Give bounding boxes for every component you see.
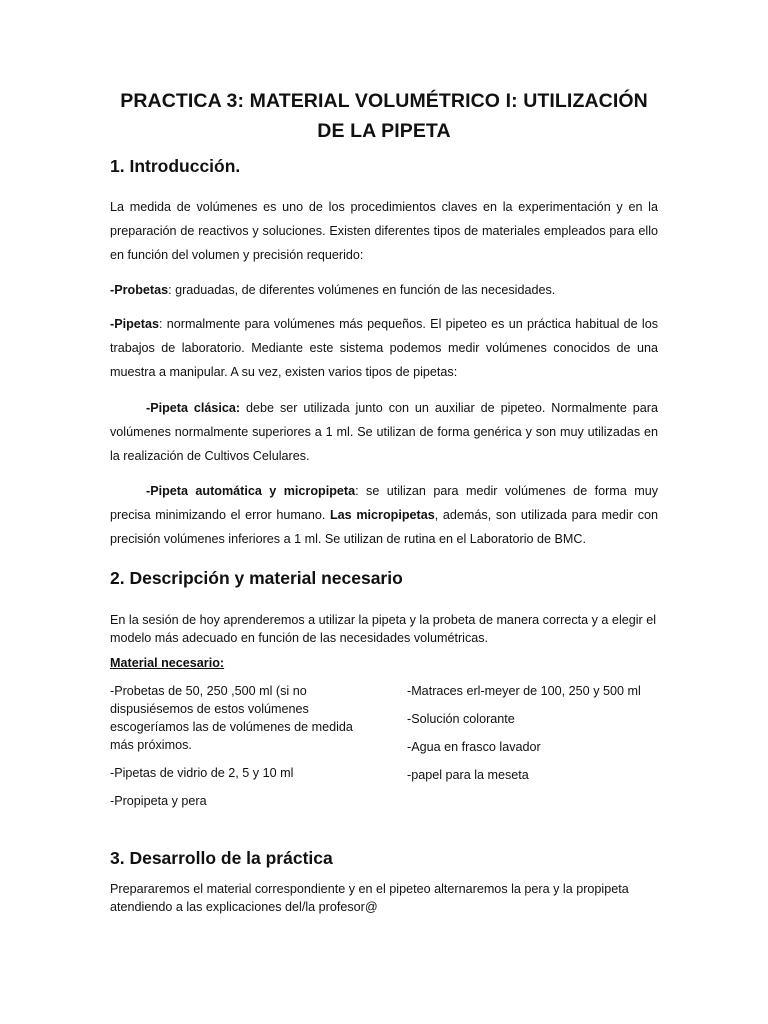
micropipetas-label: Las micropipetas	[329, 508, 435, 522]
descripcion-paragraph: En la sesión de hoy aprenderemos a utilizar la pipeta y la probeta de manera correcta y a elegir el modelo más adecuado en función de las necesidades volumétricas.	[110, 613, 657, 645]
pipeta-automatica-text: : se utilizan para medir volúmenes de forma muy precisa minimizando el error humano.	[110, 484, 658, 522]
desarrollo-paragraph: Prepararemos el material correspondiente y en el pipeteo alternaremos la pera y la propipeta atendiendo a las explicaciones del/la profesor@	[110, 882, 629, 914]
micropipetas-text: , además, son utilizada para medir con precisión volúmenes inferiores a 1 ml. Se utilizan de rutina en el Laboratorio de BMC.	[110, 508, 658, 546]
pipeta-clasica-label: -Pipeta clásica:	[146, 401, 241, 415]
pipeta-automatica-label: -Pipeta automática y micropipeta	[146, 484, 356, 498]
pipetas-label: -Pipetas	[110, 317, 159, 331]
page-title: PRACTICA 3: MATERIAL VOLUMÉTRICO I: UTILIZACIÓN DE LA PIPETA	[120, 90, 648, 142]
material-list-left	[110, 682, 372, 820]
probetas-paragraph	[110, 278, 658, 302]
list-item: -papel para la meseta	[407, 768, 529, 782]
list-item: -Agua en frasco lavador	[407, 740, 541, 754]
pipeta-clasica-paragraph	[110, 396, 658, 468]
pipeta-clasica-text: debe ser utilizada junto con un auxiliar de pipeteo. Normalmente para volúmenes normalmente superiores a 1 ml. Se utilizan de forma genérica y son muy utilizadas en la realización de Cultivos Celulares.	[110, 401, 659, 463]
list-item: -Probetas de 50, 250 ,500 ml (si no dispusiésemos de estos volúmenes escogeríamos las de volúmenes de medida más próximos.	[110, 684, 353, 752]
list-item: -Propipeta y pera	[110, 794, 207, 808]
material-heading: Material necesario:	[110, 656, 225, 670]
pipetas-text: : normalmente para volúmenes más pequeños. El pipeteo es un práctica habitual de los trabajos de laboratorio. Mediante este sistema podemos medir volúmenes conocidos de una muestra a manipular. A su vez, existen varios tipos de pipetas:	[110, 317, 658, 379]
section-heading-descripcion: 2. Descripción y material necesario	[110, 568, 403, 588]
intro-paragraph: La medida de volúmenes es uno de los procedimientos claves en la experimentación y en la preparación de reactivos y soluciones. Existen diferentes tipos de materiales empleados para ello en función del volumen y precisión requerido:	[110, 200, 658, 262]
section-heading-desarrollo: 3. Desarrollo de la práctica	[110, 848, 333, 868]
list-item: -Pipetas de vidrio de 2, 5 y 10 ml	[110, 766, 294, 780]
list-item: -Matraces erl-meyer de 100, 250 y 500 ml	[407, 684, 641, 698]
list-item: -Solución colorante	[407, 712, 515, 726]
probetas-label: -Probetas	[110, 283, 169, 297]
material-list-right	[407, 682, 667, 794]
section-heading-introduccion: 1. Introducción.	[110, 156, 241, 176]
pipeta-automatica-paragraph	[110, 479, 658, 551]
pipetas-paragraph	[110, 312, 658, 384]
probetas-text: : graduadas, de diferentes volúmenes en función de las necesidades.	[168, 283, 556, 297]
